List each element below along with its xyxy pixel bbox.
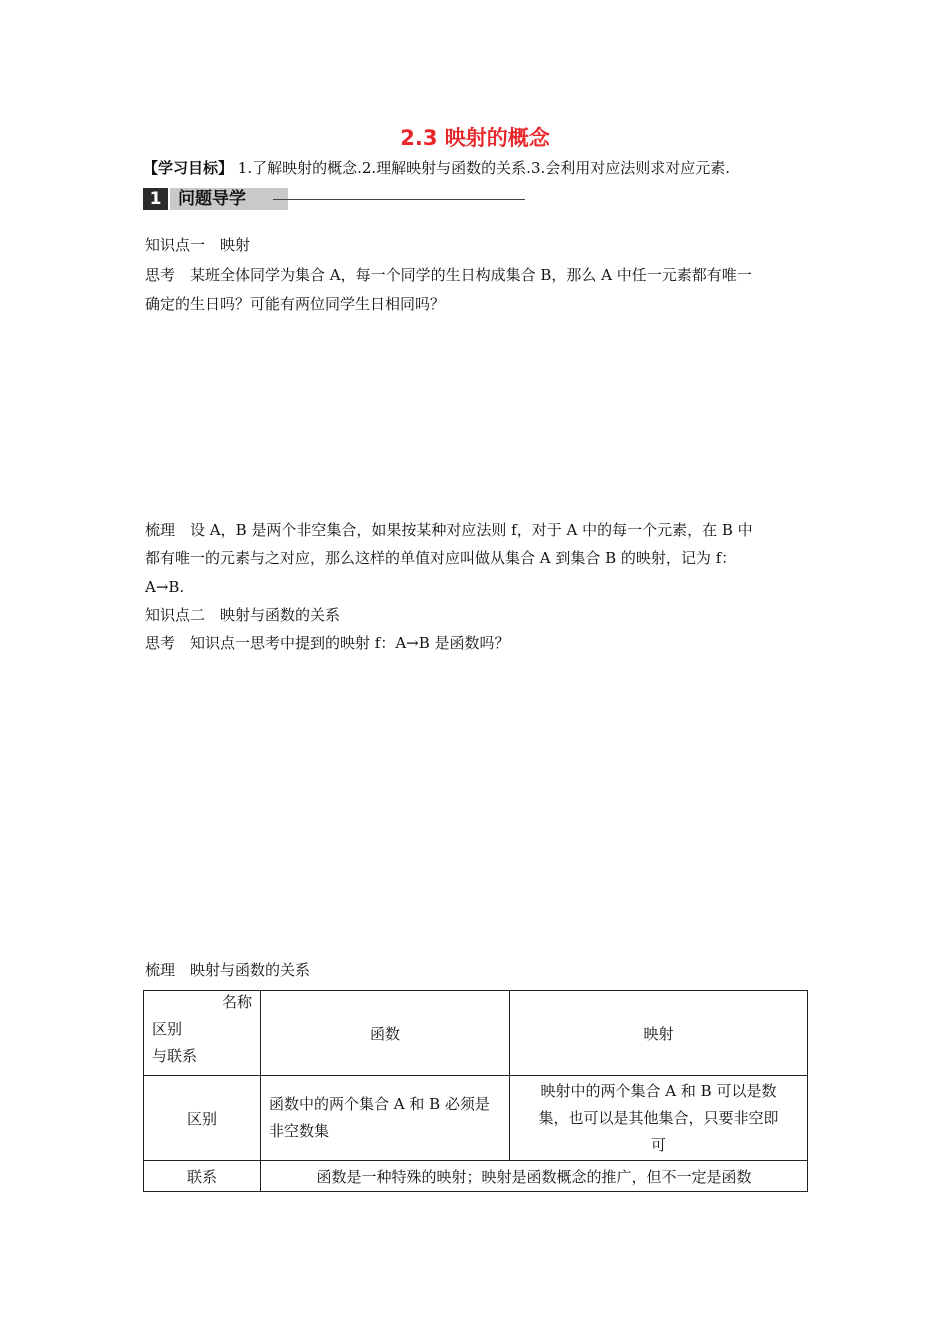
cell-diff-mapping-line3: 可 bbox=[650, 1135, 666, 1154]
cell-diff-function-line2: 非空数集 bbox=[269, 1122, 330, 1140]
point2-summary: 梳理 映射与函数的关系 bbox=[145, 961, 311, 979]
cell-link-text: 函数是一种特殊的映射；映射是函数概念的推广，但不一定是函数 bbox=[261, 1161, 808, 1192]
point1-heading: 知识点一 映射 bbox=[145, 236, 251, 254]
section-number: 1 bbox=[143, 188, 168, 210]
row-label-link: 联系 bbox=[144, 1161, 261, 1192]
point1-think-line2: 确定的生日吗？可能有两位同学生日相同吗？ bbox=[145, 295, 446, 313]
point1-summary-line3: A→B. bbox=[145, 578, 185, 596]
cell-diff-mapping bbox=[510, 1076, 808, 1161]
page-title: 2.3 映射的概念 bbox=[400, 126, 550, 150]
cell-diff-mapping-line2: 集，也可以是其他集合，只要非空即 bbox=[538, 1108, 779, 1127]
cell-diff-function-line1: 函数中的两个集合 A 和 B 必须是 bbox=[269, 1095, 490, 1113]
col-header-mapping: 映射 bbox=[510, 991, 808, 1076]
table-row-link bbox=[144, 1161, 808, 1192]
row-label-difference: 区别 bbox=[144, 1076, 261, 1161]
col-header-function: 函数 bbox=[261, 991, 510, 1076]
objectives-label: 【学习目标】 bbox=[143, 159, 234, 177]
section-header bbox=[143, 186, 525, 212]
table-corner-cell bbox=[144, 991, 261, 1076]
learning-objectives bbox=[143, 157, 730, 178]
corner-label-diff: 区别 bbox=[152, 1020, 183, 1038]
objectives-text: 1.了解映射的概念.2.理解映射与函数的关系.3.会利用对应法则求对应元素. bbox=[233, 159, 731, 177]
corner-label-name: 名称 bbox=[221, 993, 252, 1011]
point2-think: 思考 知识点一思考中提到的映射 f：A→B 是函数吗？ bbox=[145, 634, 510, 652]
point2-heading: 知识点二 映射与函数的关系 bbox=[145, 606, 341, 624]
table-header-row bbox=[144, 991, 808, 1076]
section-label: 问题导学 bbox=[178, 189, 246, 209]
point1-summary-line1: 梳理 设 A，B 是两个非空集合，如果按某种对应法则 f，对于 A 中的每一个元素，在 B 中 bbox=[145, 521, 753, 539]
section-divider bbox=[273, 199, 525, 200]
mapping-function-table bbox=[143, 990, 808, 1192]
point1-think-line1: 思考 某班全体同学为集合 A，每一个同学的生日构成集合 B，那么 A 中任一元素都有唯一 bbox=[145, 266, 752, 284]
cell-diff-mapping-line1: 映射中的两个集合 A 和 B 可以是数 bbox=[540, 1081, 777, 1100]
corner-label-link: 与联系 bbox=[152, 1047, 198, 1065]
table-row-difference bbox=[144, 1076, 808, 1161]
point1-summary-line2: 都有唯一的元素与之对应，那么这样的单值对应叫做从集合 A 到集合 B 的映射，记为 f： bbox=[145, 549, 737, 567]
cell-diff-function bbox=[261, 1076, 510, 1161]
